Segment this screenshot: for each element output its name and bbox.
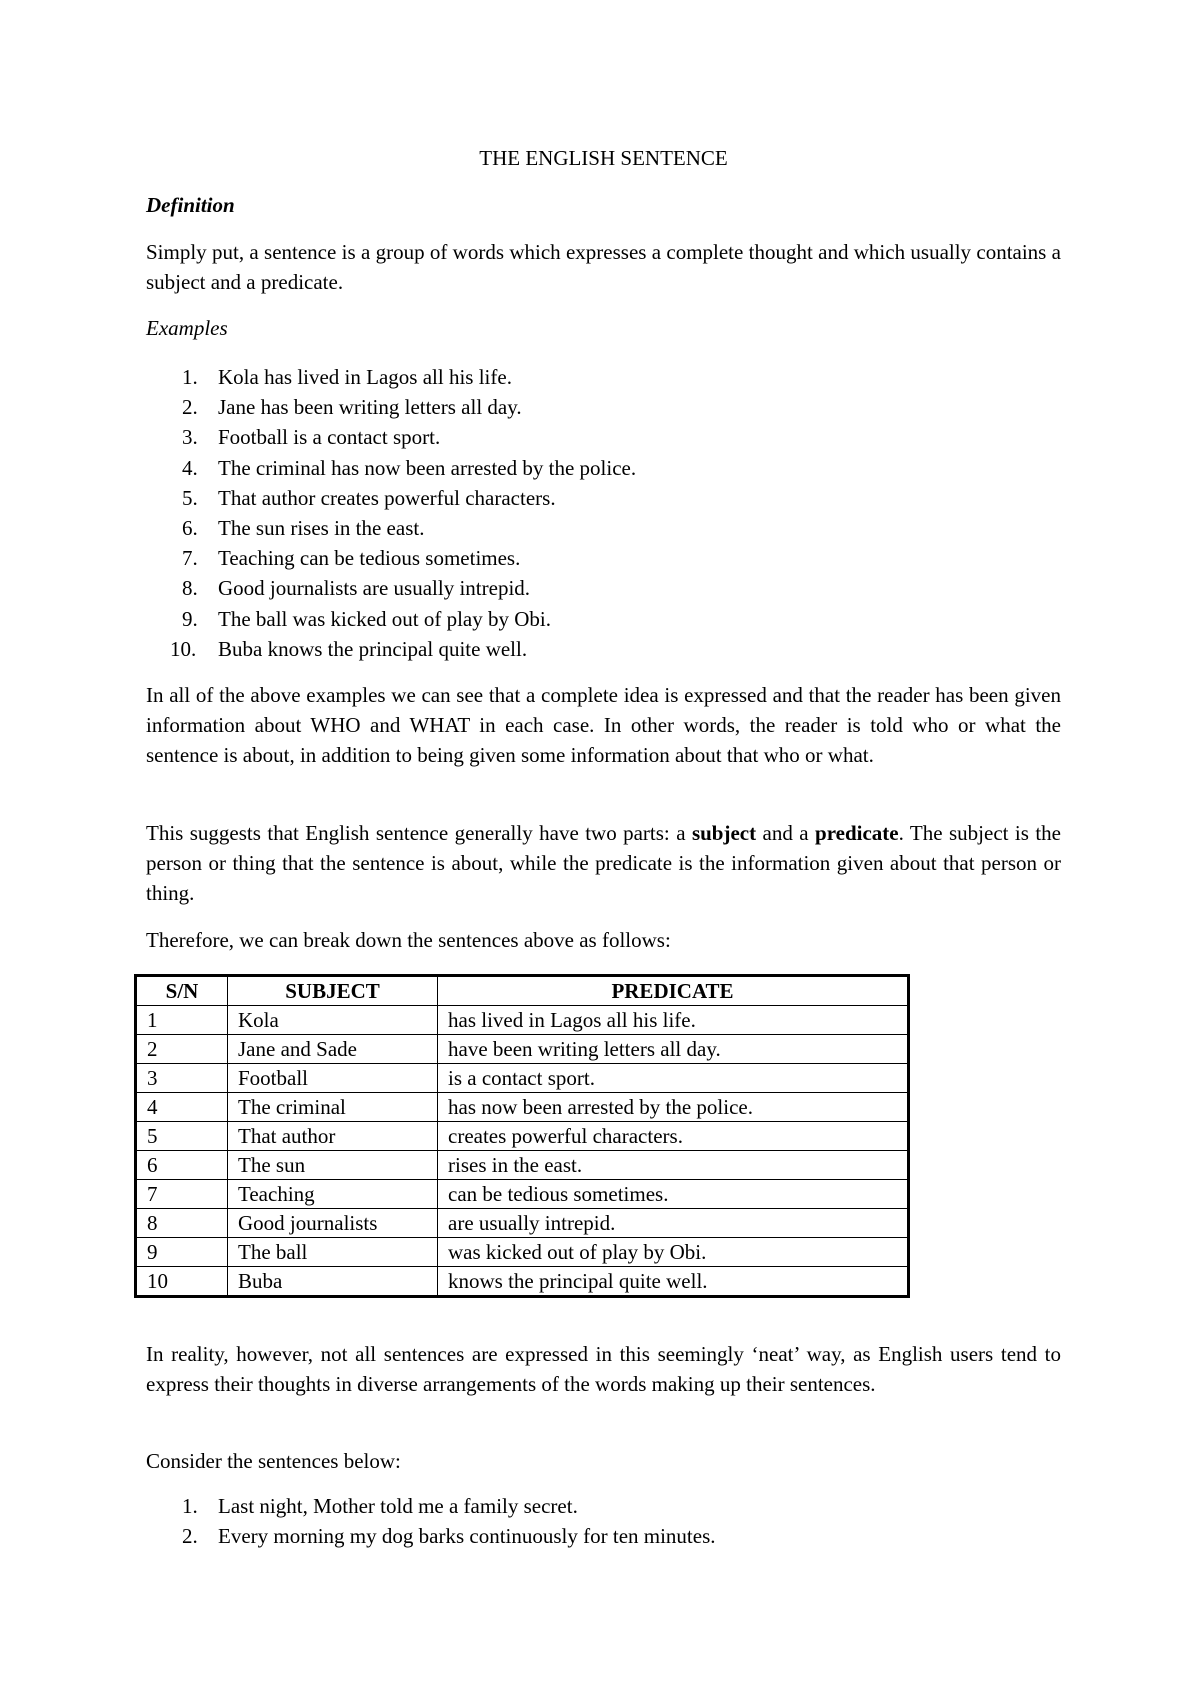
list-item: 2. Jane has been writing letters all day. [182,395,522,420]
breakdown-intro-paragraph: Therefore, we can break down the sentences above as follows: [146,928,671,952]
list-item: 3. Football is a contact sport. [182,425,441,450]
table-row: 9 The ball was kicked out of play by Obi. [136,1238,909,1267]
table-row: 5 That author creates powerful characters. [136,1122,909,1151]
page-title: THE ENGLISH SENTENCE [479,146,728,170]
list-item: 1. Last night, Mother told me a family secret. [182,1494,578,1518]
table-row: 1 Kola has lived in Lagos all his life. [136,1006,909,1035]
table-row: 4 The criminal has now been arrested by the police. [136,1093,909,1122]
subject-term: subject [691,821,757,845]
list-item: 4. The criminal has now been arrested by the police. [182,455,637,480]
table-row: 3 Football is a contact sport. [136,1064,909,1093]
list-item: 2. Every morning my dog barks continuously for ten minutes. [182,1524,716,1549]
header-predicate: PREDICATE [438,976,909,1006]
more-examples-list [146,1491,716,1551]
list-item: 7. Teaching can be tedious sometimes. [182,546,521,571]
table-row: 7 Teaching can be tedious sometimes. [136,1180,909,1209]
table-header-row [136,976,909,1006]
list-item: 5. That author creates powerful characters. [182,485,556,510]
definition-heading: Definition [146,193,235,217]
reality-paragraph: In reality, however, not all sentences are expressed in this seemingly ‘neat’ way, as English users tend to express their thoughts in diverse arrangements of the words making up their sentences. [146,1342,1061,1396]
header-sn: S/N [136,976,228,1006]
predicate-term: predicate [815,821,899,845]
table-row: 8 Good journalists are usually intrepid. [136,1209,909,1238]
list-item: 9. The ball was kicked out of play by Obi. [182,606,552,631]
list-item: 8. Good journalists are usually intrepid. [182,576,531,601]
table-row: 2 Jane and Sade have been writing letters all day. [136,1035,909,1064]
list-item: 10. Buba knows the principal quite well. [170,636,528,661]
examples-list [146,362,636,664]
subject-predicate-table [134,974,910,1298]
examples-label: Examples [146,316,228,340]
definition-paragraph: Simply put, a sentence is a group of words which expresses a complete thought and which usually contains a subject and a predicate. [146,240,1061,294]
two-parts-paragraph: This suggests that English sentence generally have two parts: a subject and a predicate. The subject is the person or thing that the sentence is about, while the predicate is the information given about that person or thing. [146,821,1061,905]
consider-paragraph: Consider the sentences below: [146,1449,401,1473]
table-row: 6 The sun rises in the east. [136,1151,909,1180]
complete-idea-paragraph: In all of the above examples we can see that a complete idea is expressed and that the reader has been given information about WHO and WHAT in each case. In other words, the reader is told who or what the sentence is about, in addition to being given some information about that who or what. [146,683,1061,767]
list-item: 6. The sun rises in the east. [182,515,425,540]
table-row: 10 Buba knows the principal quite well. [136,1267,909,1297]
list-item: 1. Kola has lived in Lagos all his life. [182,365,512,389]
header-subject: SUBJECT [228,976,438,1006]
